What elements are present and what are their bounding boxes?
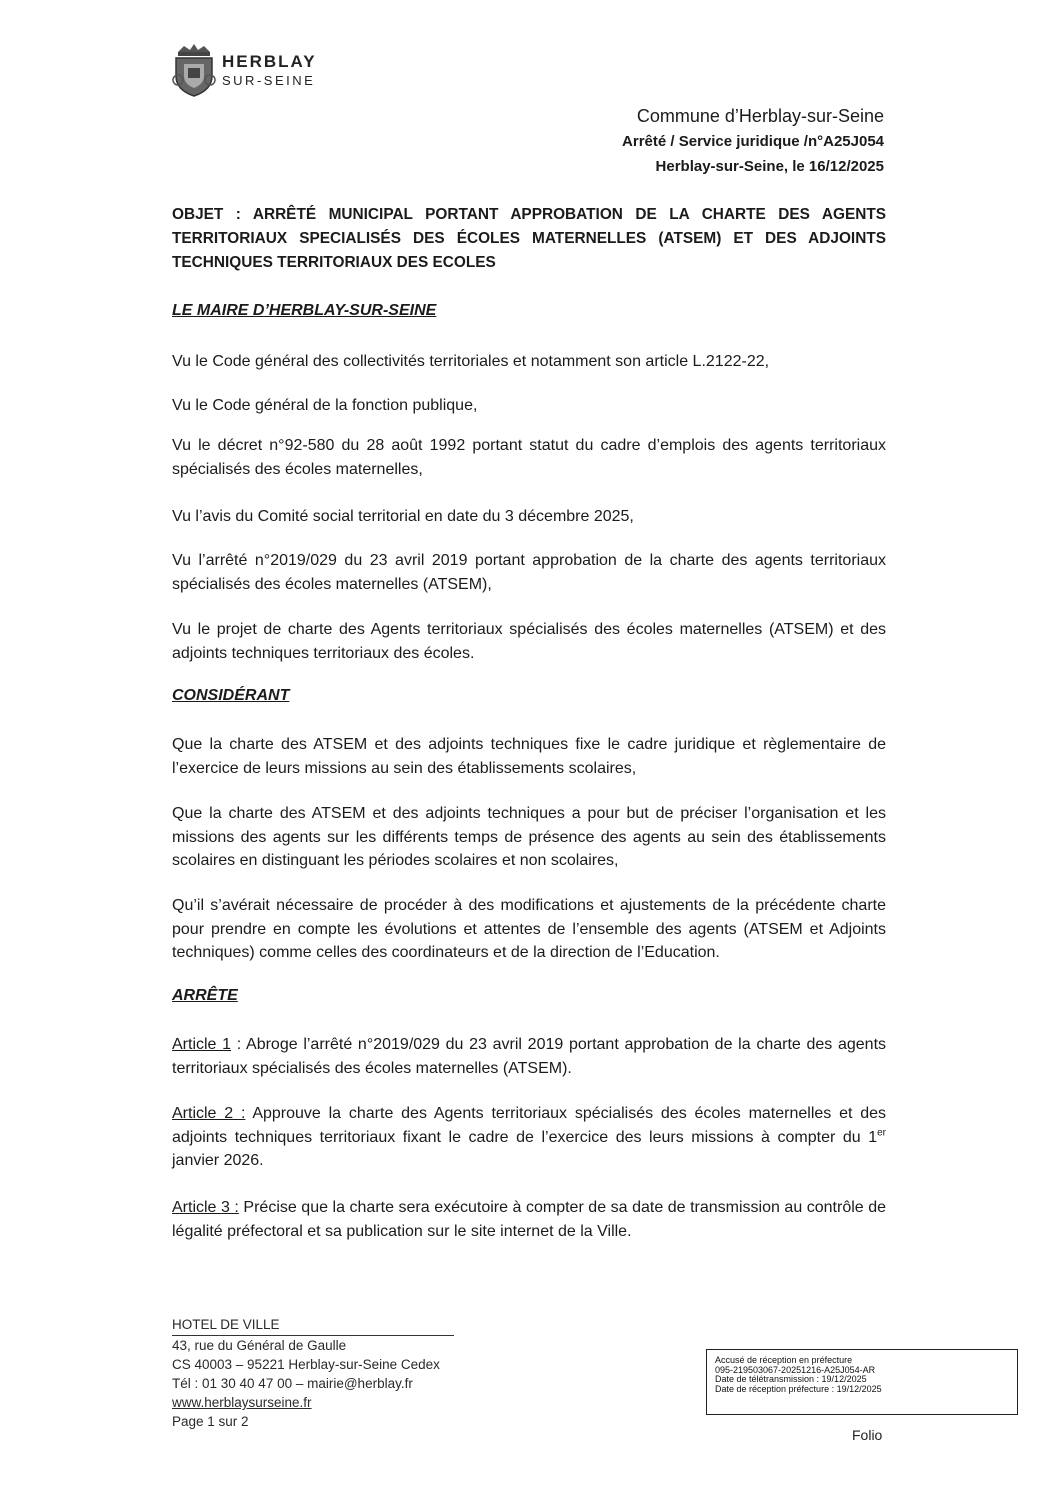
logo-name-line2: SUR-SEINE (222, 73, 316, 88)
footer-title: HOTEL DE VILLE (172, 1315, 454, 1336)
prefecture-receipt-stamp (706, 1349, 1018, 1415)
footer-website-link[interactable]: www.herblaysurseine.fr (172, 1395, 312, 1410)
article-label: Article 1 (172, 1036, 232, 1053)
footer-contact: Tél : 01 30 40 47 00 – mairie@herblay.fr (172, 1376, 413, 1391)
considerant-item: Que la charte des ATSEM et des adjoints techniques fixe le cadre juridique et règlementaire de l’exercice de leurs missions au sein des établissements scolaires, (172, 736, 886, 777)
article-text: Abroge l’arrêté n°2019/029 du 23 avril 2019 portant approbation de la charte des agents territoriaux spécialisés des écoles maternelles (ATSEM). (172, 1036, 887, 1077)
article-text: Précise que la charte sera exécutoire à compter de sa date de transmission au contrôle de légalité préfectoral et sa publication sur le site internet de la Ville. (172, 1199, 887, 1240)
visa-item: Vu le décret n°92-580 du 28 août 1992 portant statut du cadre d’emplois des agents territoriaux spécialisés des écoles maternelles, (172, 437, 886, 478)
header-reference: Arrêté / Service juridique /n°A25J054 (622, 133, 884, 150)
article-text: Approuve la charte des Agents territoriaux spécialisés des écoles maternelles et des adjoints techniques territoriaux fixant le cadre de l’exercice des leurs missions à compter du 1 (172, 1105, 887, 1146)
considerant-item: Qu’il s’avérait nécessaire de procéder à des modifications et ajustements de la précédente charte pour prendre en compte les évolutions et attentes de l’ensemble des agents (ATSEM et Adjoints techniques) comme celles des coordinateurs et de la direction de l’Education. (172, 897, 886, 961)
article-label: Article 2 : (172, 1105, 246, 1122)
city-crest-icon (170, 42, 218, 98)
article-1: Article 1 : Abroge l’arrêté n°2019/029 du 23 avril 2019 portant approbation de la charte des agents territoriaux spécialisés des écoles maternelles (ATSEM). (172, 1036, 887, 1077)
visa-item: Vu l’avis du Comité social territorial en date du 3 décembre 2025, (172, 508, 634, 525)
logo-name-line1: HERBLAY (222, 52, 317, 71)
footer-address (172, 1315, 454, 1431)
herblay-logo (170, 40, 330, 100)
header-commune: Commune d’Herblay-sur-Seine (636, 106, 884, 126)
footer-address2: CS 40003 – 95221 Herblay-sur-Seine Cedex (172, 1357, 440, 1372)
folio-label: Folio (852, 1427, 883, 1443)
objet-title: OBJET : ARRÊTÉ MUNICIPAL PORTANT APPROBATION DE LA CHARTE DES AGENTS TERRITORIAUX SPECIALISÉS DES ÉCOLES MATERNELLES (ATSEM) ET DES ADJOINTS TECHNIQUES TERRITORIAUX DES ECOLES (172, 206, 886, 271)
article-3 (172, 1196, 886, 1243)
visa-item: Vu l’arrêté n°2019/029 du 23 avril 2019 portant approbation de la charte des agents territoriaux spécialisés des écoles maternelles (ATSEM), (172, 552, 886, 593)
considerant-item: Que la charte des ATSEM et des adjoints techniques a pour but de préciser l’organisation et les missions des agents sur les différents temps de présence des agents au sein des établissements scolaires en distinguant les périodes scolaires et non scolaires, (172, 805, 886, 869)
stamp-line: Date de télétransmission : 19/12/2025 (715, 1374, 867, 1384)
article-label: Article 3 : (172, 1199, 239, 1216)
visa-item: Vu le Code général de la fonction publique, (172, 397, 478, 414)
maire-heading: LE MAIRE D’HERBLAY-SUR-SEINE (172, 302, 437, 319)
arrete-heading: ARRÊTE (172, 987, 238, 1004)
considerant-heading: CONSIDÉRANT (172, 687, 290, 704)
visa-item: Vu le projet de charte des Agents territoriaux spécialisés des écoles maternelles (ATSEM) et des adjoints techniques territoriaux des écoles. (172, 621, 886, 662)
header-place-date: Herblay-sur-Seine, le 16/12/2025 (655, 158, 884, 175)
stamp-line: Date de réception préfecture : 19/12/2025 (715, 1383, 882, 1394)
visa-item: Vu le Code général des collectivités territoriales et notamment son article L.2122-22, (172, 353, 770, 370)
superscript: er (877, 1127, 886, 1139)
stamp-line: Accusé de réception en préfecture (715, 1355, 853, 1365)
article-2 (172, 1102, 886, 1173)
footer-page-number: Page 1 sur 2 (172, 1414, 249, 1429)
footer-address1: 43, rue du Général de Gaulle (172, 1338, 347, 1353)
stamp-line: 095-219503067-20251216-A25J054-AR (715, 1364, 876, 1375)
article-text-end: janvier 2026. (172, 1152, 264, 1169)
